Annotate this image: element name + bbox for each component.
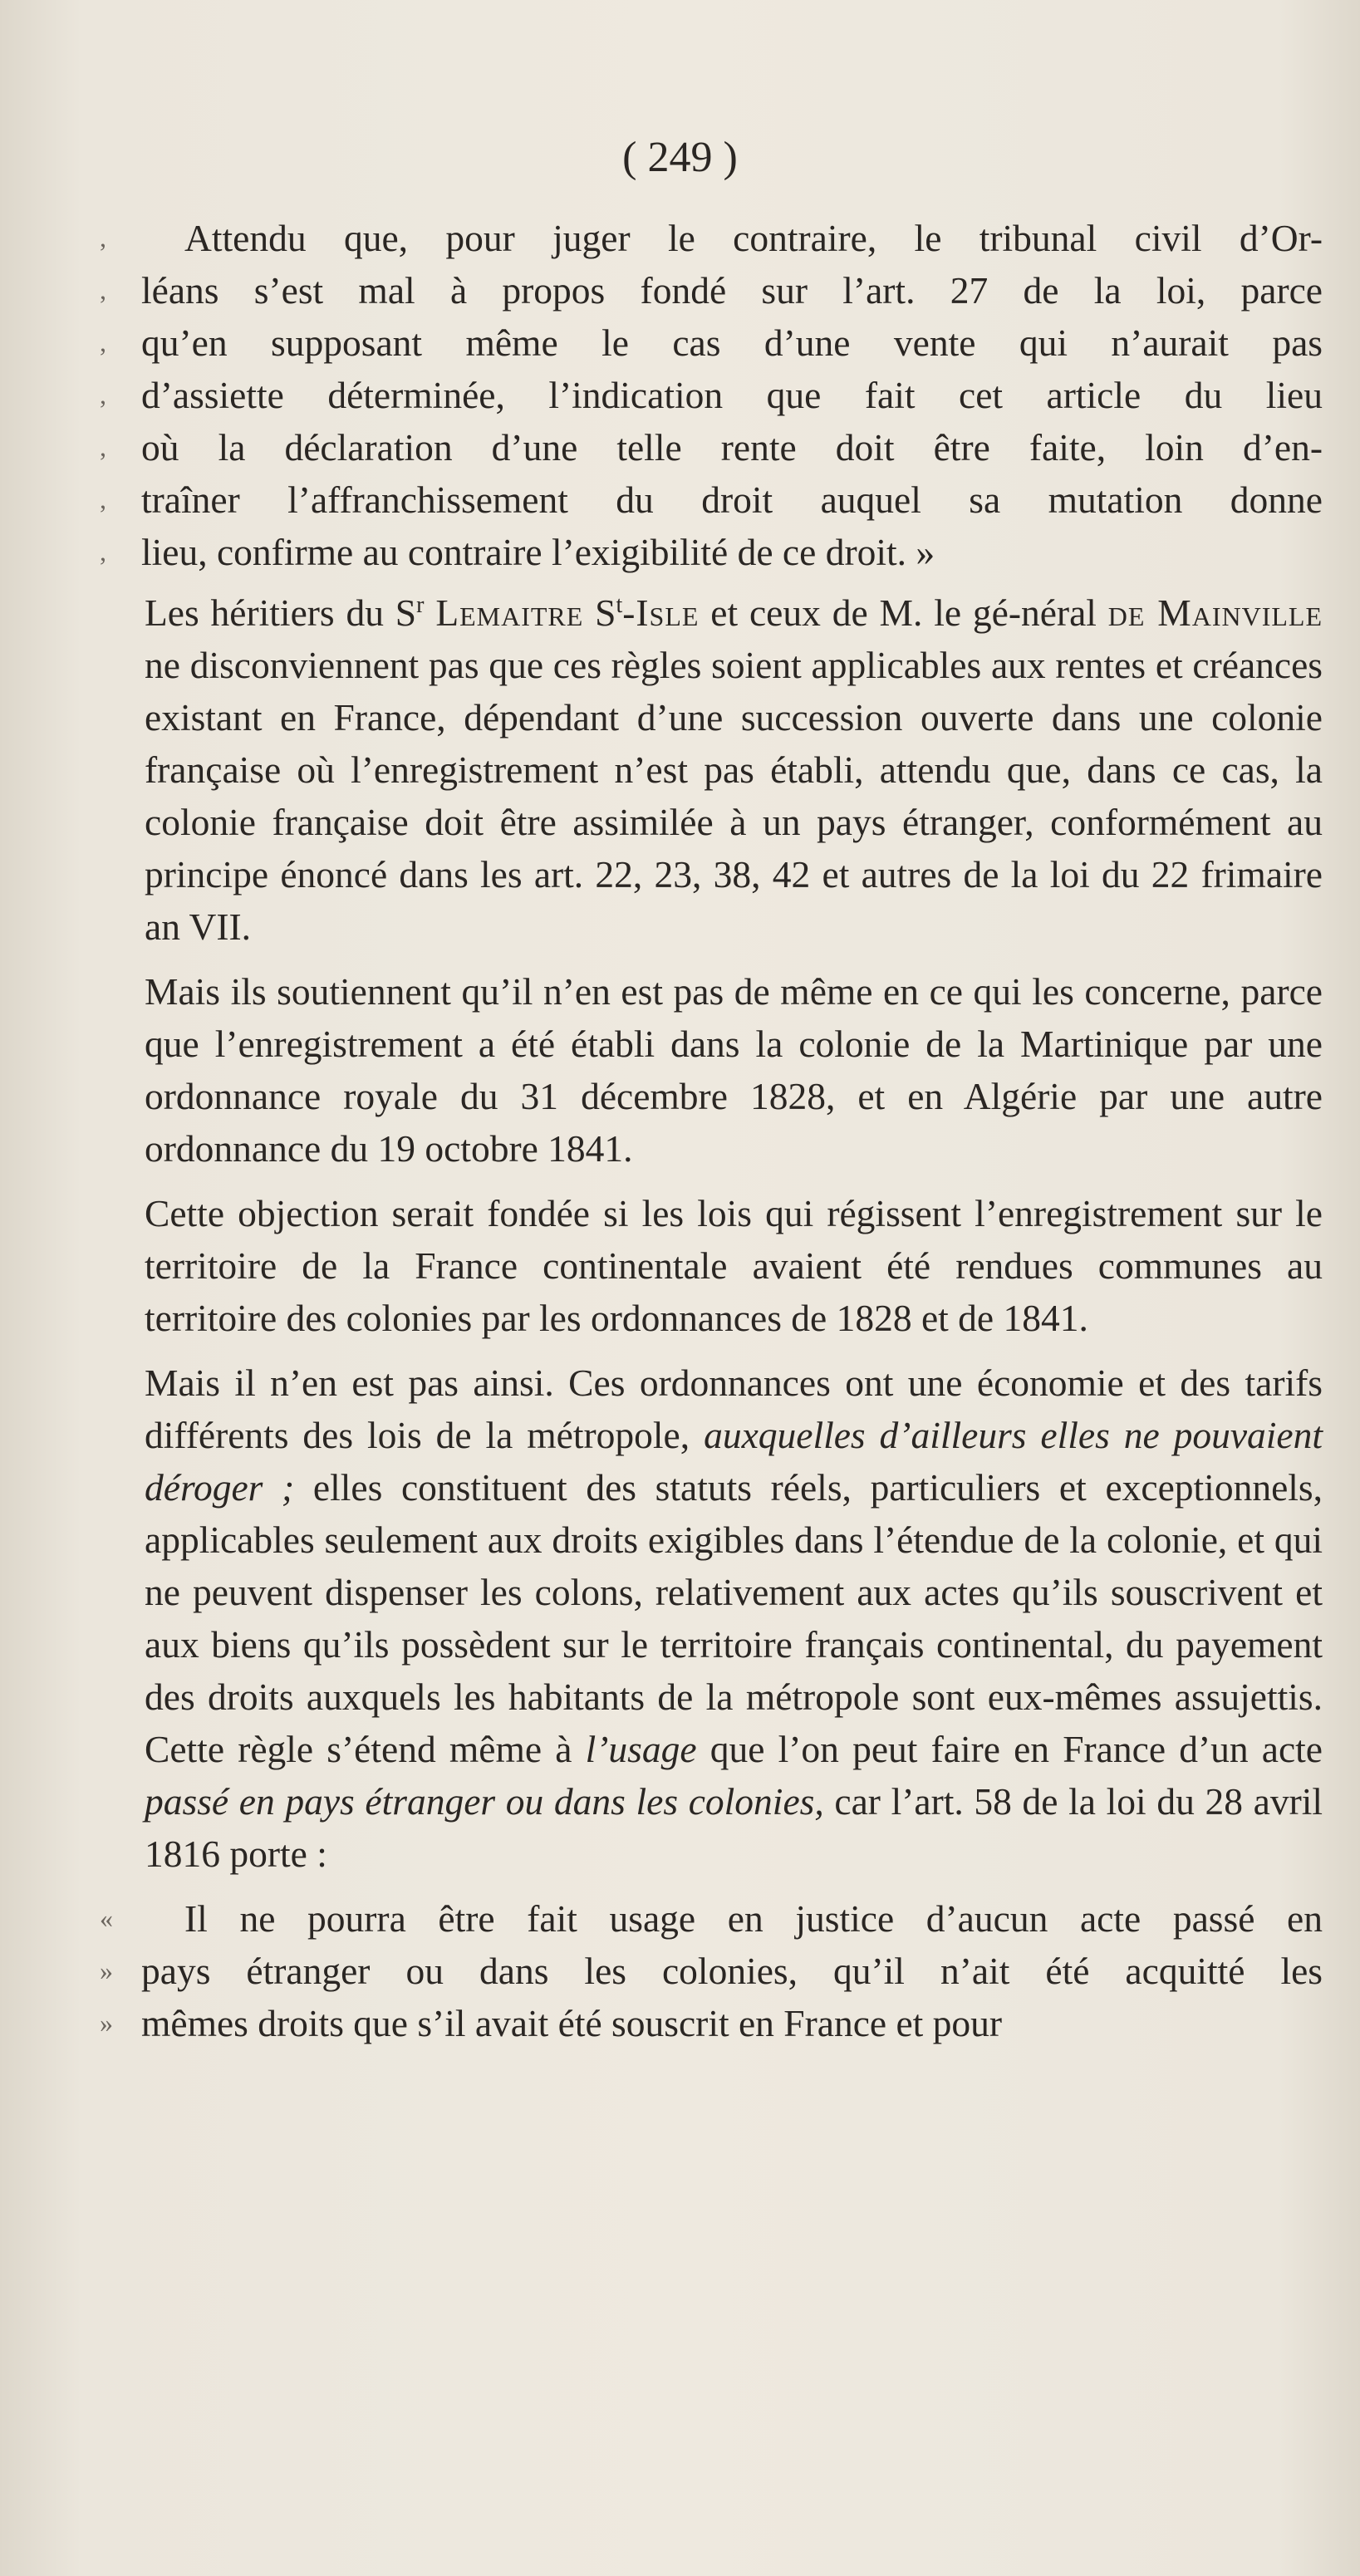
quote-line-4: , d’assiette déterminée, l’indication que fait cet article du lieu	[101, 369, 1323, 421]
quote-line-5: , où la déclaration d’une telle rente doit être faite, loin d’en-	[101, 421, 1323, 473]
page-body	[101, 212, 1323, 2062]
quote-mark: »	[100, 1955, 113, 1985]
quote-mark: ,	[100, 432, 106, 462]
page-number: ( 249 )	[622, 134, 738, 181]
quote-mark: ,	[100, 275, 106, 305]
law-line-3: » mêmes droits que s’il avait été souscrit en France et pour	[101, 1997, 1323, 2049]
quote-mark: »	[100, 2008, 113, 2038]
quote-line-2: , léans s’est mal à propos fondé sur l’art. 27 de la loi, parce	[101, 264, 1323, 316]
paragraph-objection: Cette objection serait fondée si les lois qui régissent l’enregistrement sur le territoire de la France continentale avaient été rendues communes au territoire des colonies par les ordonnances de 1828 et de 1841.	[145, 1192, 1323, 1339]
quote-line-6: , traîner l’affranchissement du droit auquel sa mutation donne	[101, 473, 1323, 526]
quoted-judgment	[101, 212, 1323, 578]
quote-line-3: , qu’en supposant même le cas d’une vente qui n’aurait pas	[101, 316, 1323, 369]
paragraph-ordonnances: Mais il n’en est pas ainsi. Ces ordonnances ont une économie et des tarifs différents des lois de la métropole, auxquelles d’ailleurs elles ne pouvaient déroger ; elles constituent des statuts réels, particuliers et exceptionnels, applicables seulement aux droits exigibles dans l’étendue de la colonie, et qui ne peuvent dispenser les colons, relativement aux actes qu’ils souscrivent et aux biens qu’ils possèdent sur le territoire français continental, du payement des droits auxquels les habitants de la métropole sont eux-mêmes assujettis. Cette règle s’étend même à l’usage que l’on peut faire en France d’un acte passé en pays étranger ou dans les colonies, car l’art. 58 de la loi du 28 avril 1816 porte :	[145, 1362, 1323, 1875]
quote-mark: ,	[100, 327, 106, 357]
paragraph-heirs: Les héritiers du $S^r$ Lemaitre $S^t$-Isle et ceux de M. le gé-néral de Mainville ne disconviennent pas que ces règles soient applicables aux rentes et créances existant en France, dépendant d’une succession ouverte dans une colonie française où l’enregistrement n’est pas établi, attendu que, dans ce cas, la colonie française doit être assimilée à un pays étranger, conformément au principe énoncé dans les art. 22, 23, 38, 42 et autres de la loi du 22 frimaire an VII.	[145, 591, 1323, 948]
person-name: Mainville	[1145, 591, 1323, 634]
quote-mark: ,	[100, 484, 106, 514]
quote-mark: ,	[100, 537, 106, 567]
quote-line-1: , Attendu que, pour juger le contraire, le tribunal civil d’Or-	[101, 212, 1323, 264]
quote-line-7: , lieu, confirme au contraire l’exigibilité de ce droit. »	[101, 526, 1323, 578]
paragraph-martinique: Mais ils soutiennent qu’il n’en est pas de même en ce qui les concerne, parce que l’enregistrement a été établi dans la colonie de la Martinique par une ordonnance royale du 31 décembre 1828, et en Algérie par une autre ordonnance du 19 octobre 1841.	[145, 970, 1323, 1170]
person-name: -Isle	[622, 591, 700, 634]
person-name: Lemaitre	[435, 591, 584, 634]
law-line-2: » pays étranger ou dans les colonies, qu’il n’ait été acquitté les	[101, 1945, 1323, 1997]
quote-mark: ,	[100, 223, 106, 253]
law-line-1: « Il ne pourra être fait usage en justice d’aucun acte passé en	[101, 1892, 1323, 1945]
quote-mark: «	[100, 1903, 113, 1933]
quote-mark: ,	[100, 380, 106, 410]
quoted-law	[101, 1892, 1323, 2049]
